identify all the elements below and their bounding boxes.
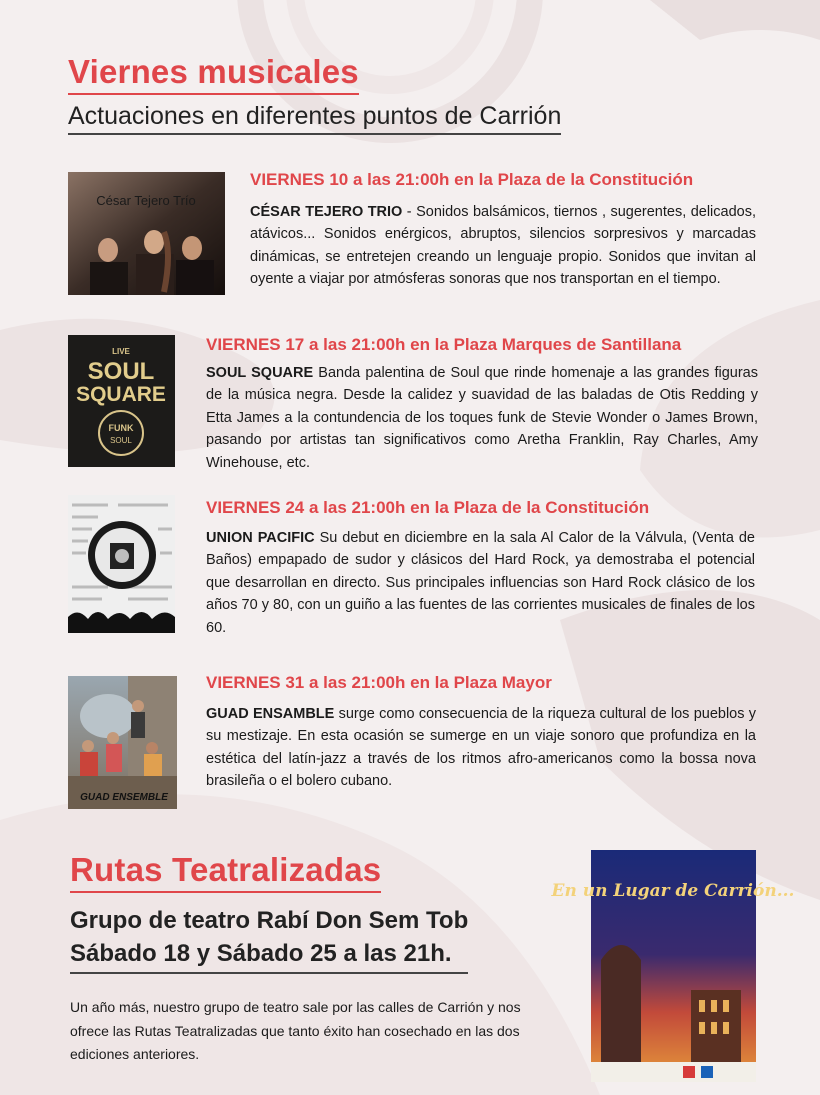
event-description <box>206 703 756 793</box>
event-band-name: SOUL SQUARE <box>206 365 314 381</box>
poster-title: En un Lugar de Carrión... <box>551 881 795 901</box>
event-band-name: CÉSAR TEJERO TRIO <box>250 204 403 220</box>
event-description-text: Su debut en diciembre en la sala Al Calor de la Válvula, (Venta de Baños) empapado de sudor y clásicos del Hard Rock, ya demostraba el potencial que desarrollan en directo. Sus principales influencias son Hard Rock clásico de los años 70 y 80, con un guiño a las fuentes de las corrientes musicales de finales de los 60. <box>206 530 755 636</box>
event-title: VIERNES 24 a las 21:00h en la Plaza de la Constitución <box>206 498 650 517</box>
event-band-name: UNION PACIFIC <box>206 530 315 546</box>
event-title: VIERNES 17 a las 21:00h en la Plaza Marques de Santillana <box>206 335 682 354</box>
event-description-text: - Sonidos balsámicos, tiernos , sugerentes, delicados, atávicos... Sonidos enérgicos, abruptos, silencios sorpresivos y marcadas dinámicas, se entretejen creando un lenguaje propio. Sonidos que invitan al oyente a viajar por atmósferas sonoras que nos transportan en el tiempo. <box>250 204 756 288</box>
event-title: VIERNES 10 a las 21:00h en la Plaza de la Constitución <box>250 170 694 189</box>
event-description <box>250 201 756 291</box>
event-image-cesar-tejero-trio <box>68 172 225 295</box>
svg-text:SQUARE: SQUARE <box>76 383 166 406</box>
section-subtitle-musicales: Actuaciones en diferentes puntos de Carrión <box>68 101 561 135</box>
event-description-text: surge como consecuencia de la riqueza cultural de los pueblos y su mestizaje. En esta ocasión se sumerge en un viaje sonoro que profundiza en la estética del latín-jazz a través de los ritmos afro-americanos como la bossa nova brasileña o el bolero cubano. <box>206 706 756 790</box>
svg-text:SOUL: SOUL <box>87 358 155 385</box>
event-title: VIERNES 31 a las 21:00h en la Plaza Mayor <box>206 673 552 692</box>
rutas-subtitle-line2: Sábado 18 y Sábado 25 a las 21h. <box>70 940 452 967</box>
section-title-musicales: Viernes musicales <box>68 54 359 95</box>
event-image-guad-ensamble <box>68 676 177 809</box>
rutas-subtitle <box>70 904 468 974</box>
rutas-poster-image <box>551 850 795 1082</box>
event-image-caption: César Tejero Trío <box>96 193 196 208</box>
event-image-soul-square <box>68 335 175 467</box>
svg-text:FUNK: FUNK <box>108 423 134 433</box>
rutas-description: Un año más, nuestro grupo de teatro sale por las calles de Carrión y nos ofrece las Rutas Teatralizadas que tanto éxito han cosechado en las dos ediciones anteriores. <box>70 999 521 1062</box>
event-description-text: Banda palentina de Soul que rinde homenaje a las grandes figuras de la música negra. Desde la calidez y suavidad de las baladas de Otis Redding y Etta James a la contundencia de los toques funk de Stevie Wonder o James Brown, pasando por artistas tan significativos como Aretha Franklin, Ray Charles, Amy Winehouse, etc. <box>206 365 758 471</box>
event-description <box>206 527 755 639</box>
section-title-rutas: Rutas Teatralizadas <box>70 852 381 893</box>
event-description <box>206 362 758 474</box>
event-image-union-pacific <box>68 495 175 633</box>
rutas-subtitle-line1: Grupo de teatro Rabí Don Sem Tob <box>70 907 469 934</box>
svg-text:SOUL: SOUL <box>110 436 132 445</box>
svg-text:LIVE: LIVE <box>112 347 130 356</box>
event-band-name: GUAD ENSAMBLE <box>206 706 335 722</box>
event-image-caption: GUAD ENSEMBLE <box>80 792 168 803</box>
